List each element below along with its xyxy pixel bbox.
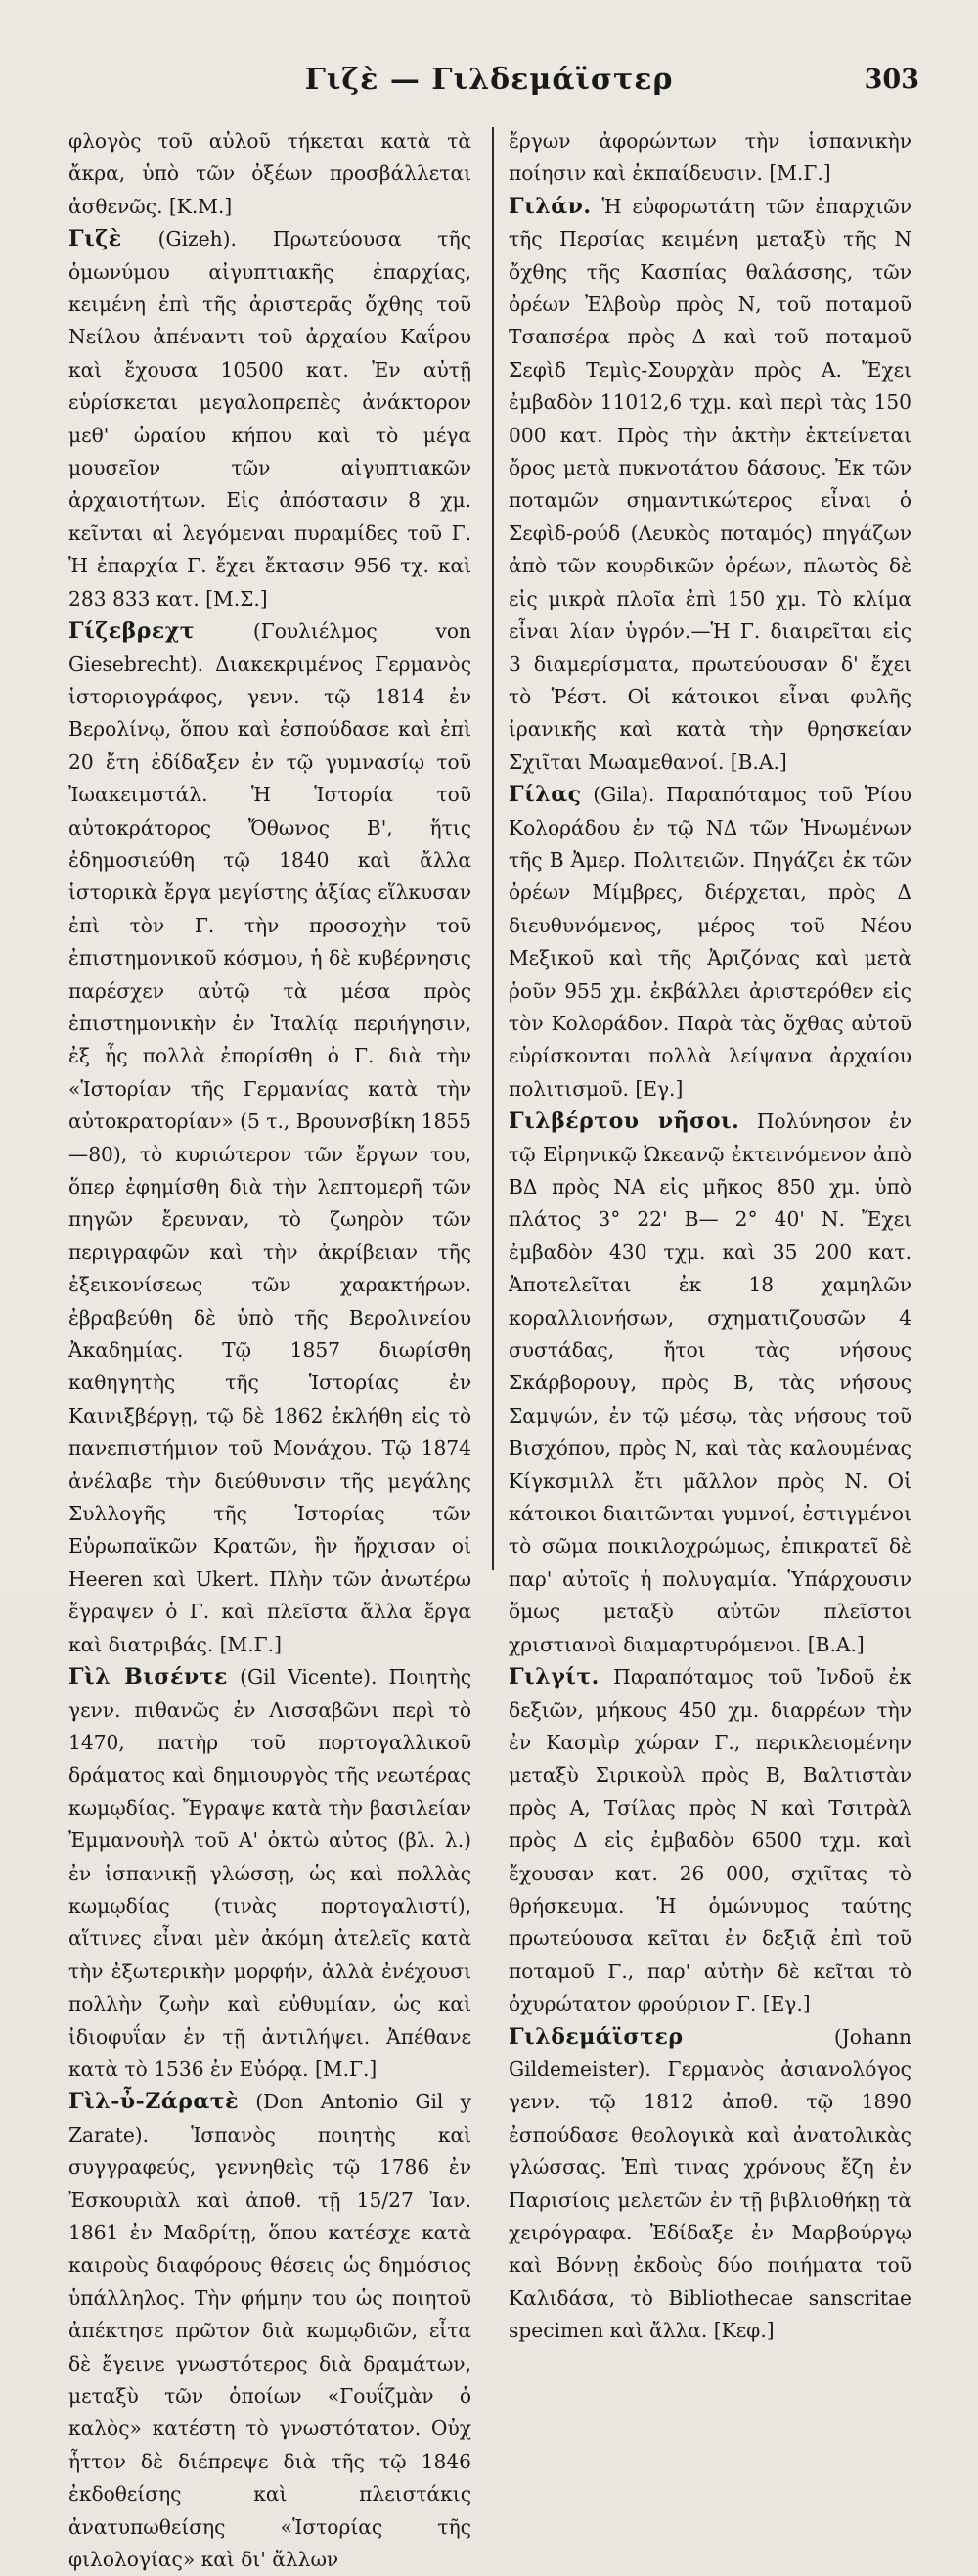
entry-headword: Γιλβέρτου νῆσοι. — [509, 1108, 740, 1135]
column-divider — [492, 127, 494, 1570]
entry-headword: Γιζὲ — [68, 226, 122, 252]
entry-gil-vicente — [68, 1661, 471, 2086]
entry-continuation-left — [68, 125, 471, 223]
right-column — [509, 125, 911, 2348]
entry-text: (Gil Vicente). Ποιητὴς γενν. πιθανῶς ἐν Λισσαβῶνι περὶ τὸ 1470, πατὴρ τοῦ πορτογαλλικοῦ δράματος καὶ δημιουργὸς τῆς νεωτέρας κωμῳδίας. Ἔγραψε κατὰ τὴν βασιλείαν Ἐμμανουὴλ τοῦ Α' ὀκτὼ αὐτος (βλ. λ.) ἐν ἱσπανικῇ γλώσσῃ, ὡς καὶ πολλὰς κωμῳδίας (τινὰς πορτογαλιστί), αἵτινες εἶναι μὲν ἀκόμη ἀτελεῖς κατὰ τὴν ἐξωτερικὴν μορφήν, ἀλλὰ ἐνέχουσι πολλὴν ζωὴν καὶ εὐθυμίαν, ὡς καὶ ἰδιοφυΐαν ἐν τῇ ἀντιλήψει. Ἀπέθανε κατὰ τὸ 1536 ἐν Εὐόρᾳ. [Μ.Γ.] — [68, 1665, 471, 2081]
entry-gilgit — [509, 1661, 911, 2020]
left-column — [68, 125, 471, 2576]
entry-gildemeister — [509, 2021, 911, 2348]
entry-text: (Gizeh). Πρωτεύουσα τῆς ὁμωνύμου αἰγυπτιακῆς ἐπαρχίας, κειμένη ἐπὶ τῆς ἀριστερᾶς ὄχθης τοῦ Νείλου ἀπέναντι τοῦ ἀρχαίου Καΐρου καὶ ἔχουσα 10500 κατ. Ἐν αὐτῇ εὑρίσκεται μεγαλοπρεπὲς ἀνάκτορον μεθ' ὡραίου κήπου καὶ τὸ μέγα μουσεῖον τῶν αἰγυπτιακῶν ἀρχαιοτήτων. Εἰς ἀπόστασιν 8 χμ. κεῖνται αἱ λεγόμεναι πυραμίδες τοῦ Γ. Ἡ ἐπαρχία Γ. ἔχει ἔκτασιν 956 τχ. καὶ 283 833 κατ. [Μ.Σ.] — [68, 227, 471, 610]
entry-gil-y-zarate — [68, 2086, 471, 2576]
entry-text: (Gila). Παραπόταμος τοῦ Ῥίου Κολοράδου ἐν τῷ ΝΔ τῶν Ἡνωμένων τῆς Β Ἀμερ. Πολιτειῶν. Πηγάζει ἐκ τῶν ὀρέων Μίμβρες, διέρχεται, πρὸς Δ διευθυνόμενος, μέρος τοῦ Νέου Μεξικοῦ καὶ τῆς Ἀριζόνας καὶ μετὰ ῥοῦν 955 χμ. ἐκβάλλει ἀριστερόθεν εἰς τὸν Κολοράδον. Παρὰ τὰς ὄχθας αὐτοῦ εὑρίσκονται πολλὰ λείψανα ἀρχαίου πολιτισμοῦ. [Εγ.] — [509, 783, 911, 1101]
entry-headword: Γίλας — [509, 782, 582, 808]
entry-headword: Γὶλ-ὖ-Ζάρατὲ — [68, 2089, 239, 2115]
entry-text: ἔργων ἀφορώντων τὴν ἱσπανικὴν ποίησιν καὶ ἐκπαίδευσιν. [Μ.Γ.] — [509, 129, 911, 186]
running-header: Γιζὲ — Γιλδεμάϊστερ — [304, 63, 674, 97]
entry-text: Παραπόταμος τοῦ Ἰνδοῦ ἐκ δεξιῶν, μήκους 450 χμ. διαρρέων τὴν ἐν Κασμὶρ χώραν Γ., περικλειομένην μεταξὺ Σιρικοὺλ πρὸς Β, Βαλτιστὰν πρὸς Α, Τσίλας πρὸς Ν καὶ Τσιτρὰλ πρὸς Δ εἰς ἐμβαδὸν 6500 τχμ. καὶ ἔχουσαν κατ. 26 000, σχιῖτας τὸ θρήσκευμα. Ἡ ὁμώνυμος ταύτης πρωτεύουσα κεῖται ἐν δεξιᾷ ἐπὶ τοῦ ποταμοῦ Γ., παρ' αὐτὴν δὲ κεῖται τὸ ὀχυρώτατον φρούριον Γ. [Εγ.] — [509, 1665, 911, 2016]
entry-headword: Γὶλ Βισέντε — [68, 1664, 228, 1691]
entry-text: φλογὸς τοῦ αὐλοῦ τήκεται κατὰ τὰ ἄκρα, ὑπὸ τῶν ὀξέων προσβάλλεται ἀσθενῶς. [Κ.Μ.] — [68, 129, 471, 218]
entry-text: (Johann Gildemeister). Γερμανὸς ἀσιανολόγος γενν. τῷ 1812 ἀποθ. τῷ 1890 ἐσπούδασε θεολογικὰ καὶ ἀνατολικὰς γλώσσας. Ἐπὶ τινας χρόνους ἔζη ἐν Παρισίοις μελετῶν ἐν τῇ βιβλιοθήκῃ τὰ χειρόγραφα. Ἐδίδαξε ἐν Μαρβούργῳ καὶ Βόννῃ ἐκδοὺς δύο ποιήματα τοῦ Καλιδάσα, τὸ Bibliothecae sanscritae specimen καὶ ἄλλα. [Κεφ.] — [509, 2024, 911, 2343]
entry-headword: Γίζεβρεχτ — [68, 618, 196, 645]
entry-gize — [68, 223, 471, 615]
entry-text: (Don Antonio Gil y Zarate). Ἱσπανὸς ποιητὴς καὶ συγγραφεύς, γεννηθεὶς τῷ 1786 ἐν Ἐσκουριὰλ καὶ ἀποθ. τῇ 15/27 Ἰαν. 1861 ἐν Μαδρίτῃ, ὅπου κατέσχε κατὰ καιροὺς διαφόρους θέσεις ὡς δημόσιος ὑπάλληλος. Τὴν φήμην του ὡς ποιητοῦ ἀπέκτησε πρῶτον διὰ κωμῳδιῶν, εἶτα δὲ ἔγεινε γνωστότερος διὰ δραμάτων, μεταξὺ τῶν ὁποίων «Γουΐζμὰν ὁ καλὸς» κατέστη τὸ γνωστότατον. Οὐχ ἧττον δὲ διέπρεψε διὰ τῆς τῷ 1846 ἐκδοθείσης καὶ πλειστάκις ἀνατυπωθείσης «Ἱστορίας τῆς φιλολογίας» καὶ δι' ἄλλων — [68, 2090, 471, 2572]
entry-giesebrecht — [68, 615, 471, 1661]
entry-gilbert-islands — [509, 1106, 911, 1661]
entry-text: Πολύνησον ἐν τῷ Εἰρηνικῷ Ὠκεανῷ ἐκτεινόμενον ἀπὸ ΒΔ πρὸς ΝΑ εἰς μῆκος 850 χμ. ὑπὸ πλάτος 3° 22' Β— 2° 40' Ν. Ἔχει ἐμβαδὸν 430 τχμ. καὶ 35 200 κατ. Ἀποτελεῖται ἐκ 18 χαμηλῶν κοραλλιονήσων, σχηματιζουσῶν 4 συστάδας, ἤτοι τὰς νήσους Σκάρβορουγ, πρὸς Β, τὰς νήσους Σαμψών, ἐν τῷ μέσῳ, τὰς νήσους τοῦ Βισχόπου, πρὸς Ν, καὶ τὰς καλουμένας Κίγκσμιλλ ἔτι μᾶλλον πρὸς Ν. Οἱ κάτοικοι διαιτῶνται γυμνοί, ἐστιγμένοι τὸ σῶμα ποικιλοχρώμως, ἐπικρατεῖ δὲ παρ' αὐτοῖς ἡ πολυγαμία. Ὑπάρχουσιν ὅμως μεταξὺ αὐτῶν πλεῖστοι χριστιανοὶ διαμαρτυρόμενοι. [Β.Α.] — [509, 1109, 912, 1656]
entry-text: (Γουλιέλμος von Giesebrecht). Διακεκριμένος Γερμανὸς ἱστοριογράφος, γενν. τῷ 1814 ἐν Βερολίνῳ, ὅπου καὶ ἐσπούδασε καὶ ἐπὶ 20 ἔτη ἐδίδαξεν ἐν τῷ γυμνασίῳ τοῦ Ἰωακειμστάλ. Ἡ Ἱστορία τοῦ αὐτοκράτορος Ὄθωνος Β', ἥτις ἐδημοσιεύθη τῷ 1840 καὶ ἄλλα ἱστορικὰ ἔργα μεγίστης ἀξίας εἵλκυσαν ἐπὶ τὸν Γ. τὴν προσοχὴν τοῦ ἐπιστημονικοῦ κόσμου, ἡ δὲ κυβέρνησις παρέσχεν αὐτῷ τὰ μέσα πρὸς ἐπιστημονικὴν ἐν Ἰταλίᾳ περιήγησιν, ἐξ ἧς πολλὰ ἐπορίσθη ὁ Γ. διὰ τὴν «Ἱστορίαν τῆς Γερμανίας κατὰ τὴν αὐτοκρατορίαν» (5 τ., Βρουνσβίκη 1855—80), τὸ κυριώτερον τῶν ἔργων του, ὅπερ ἐφημίσθη διὰ τὴν λεπτομερῆ τῶν πηγῶν ἔρευναν, τὸ ζωηρὸν τῶν περιγραφῶν καὶ τὴν ἀκρίβειαν τῆς ἐξεικονίσεως τῶν χαρακτήρων. ἐβραβεύθη δὲ ὑπὸ τῆς Βερολινείου Ἀκαδημίας. Τῷ 1857 διωρίσθη καθηγητὴς τῆς Ἱστορίας ἐν Καινιξβέργῃ, τῷ δὲ 1862 ἐκλήθη εἰς τὸ πανεπιστήμιον τοῦ Μονάχου. Τῷ 1874 ἀνέλαβε τὴν διεύθυνσιν τῆς μεγάλης Συλλογῆς τῆς Ἱστορίας τῶν Εὐρωπαϊκῶν Κρατῶν, ἣν ἤρχισαν οἱ Heeren καὶ Ukert. Πλὴν τῶν ἀνωτέρω ἔγραψεν ὁ Γ. καὶ πλεῖστα ἄλλα ἔργα καὶ διατριβάς. [Μ.Γ.] — [68, 619, 471, 1656]
page-number: 303 — [864, 65, 919, 95]
entry-continuation-right — [509, 125, 911, 191]
entry-text: Ἡ εὐφορωτάτη τῶν ἐπαρχιῶν τῆς Περσίας κειμένη μεταξὺ τῆς Ν ὄχθης τῆς Κασπίας θαλάσσης, τῶν ὀρέων Ἐλβοὺρ πρὸς Ν, τοῦ ποταμοῦ Τσαπσέρα πρὸς Δ καὶ τοῦ ποταμοῦ Σεφὶδ Τεμὶς-Σουρχὰν πρὸς Α. Ἔχει ἐμβαδὸν 11012,6 τχμ. καὶ περὶ τὰς 150 000 κατ. Πρὸς τὴν ἀκτὴν ἐκτείνεται ὄρος μετὰ πυκνοτάτου δάσους. Ἐκ τῶν ποταμῶν σημαντικώτερος εἶναι ὁ Σεφὶδ-ρούδ (Λευκὸς ποταμός) πηγάζων ἀπὸ τῶν κουρδικῶν ὀρέων, πλωτὸς δὲ εἰς μικρὰ πλοῖα ἐπὶ 150 χμ. Τὸ κλίμα εἶναι λίαν ὑγρόν.—Ἡ Γ. διαιρεῖται εἰς 3 διαμερίσματα, πρωτεύουσαν δ' ἔχει τὸ Ῥέστ. Οἱ κάτοικοι εἶναι φυλῆς ἰρανικῆς καὶ κατὰ τὴν θρησκείαν Σχιῖται Μωαμεθανοί. [Β.Α.] — [509, 194, 911, 774]
entry-headword: Γιλγίτ. — [509, 1664, 600, 1691]
entry-headword: Γιλάν. — [509, 193, 592, 219]
entry-gilan — [509, 191, 911, 779]
entry-gila — [509, 779, 911, 1106]
entry-headword: Γιλδεμάϊστερ — [509, 2023, 684, 2050]
